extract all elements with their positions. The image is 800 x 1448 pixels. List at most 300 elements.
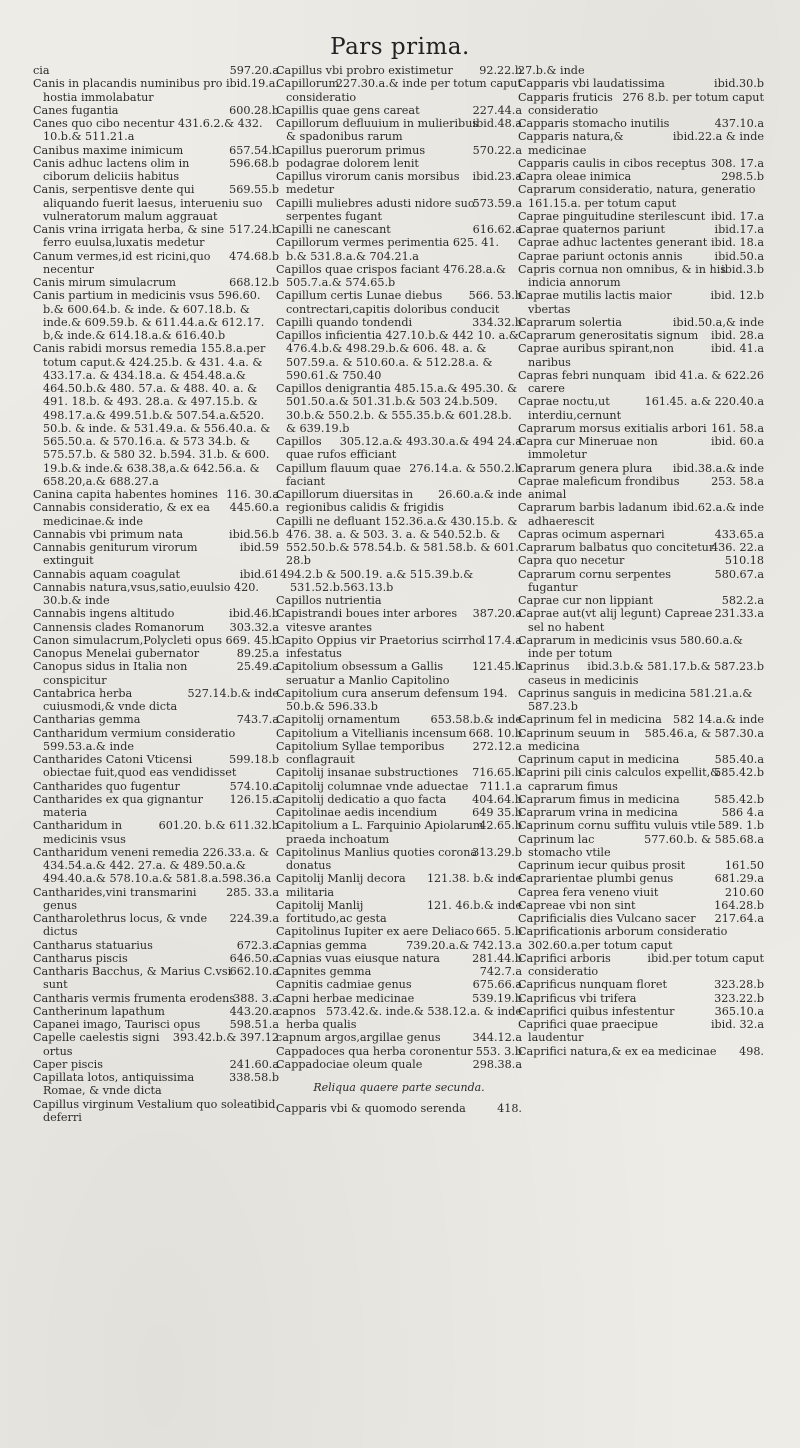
entry-term: Caprinum fel in medicina [518,713,662,727]
entry-term: Caprae mutilis lactis maior vbertas [518,289,672,316]
entry-term: Caprarum genera plura [518,461,653,475]
index-entry [276,846,522,873]
entry-reference: ibid.30.b [714,77,764,91]
entry-reference: ibid.3.b.& 581.17.b.& 587.23.b [587,660,764,674]
index-entry [518,806,764,819]
entry-term: Capnias vuas eiusque natura [276,951,440,965]
entry-term: Capparis vbi & quomodo serenda [276,1102,466,1116]
index-entry [276,236,522,263]
entry-term: Canibus maxime inimicum [33,143,184,157]
index-entry [33,713,279,726]
entry-reference: 668.12.b [229,276,279,289]
entry-term: Capparis stomacho inutilis [518,117,670,130]
index-entry [518,263,764,290]
entry-reference: 231.33.a [714,607,764,621]
entry-reference: 517.24.b [229,223,279,236]
entry-term: Capitolium a Vitellianis incensum [276,726,467,740]
entry-reference: ibid. 32.a [710,1018,764,1031]
index-entry [33,342,279,488]
index-entry [276,793,522,806]
index-entry [518,369,764,396]
index-entry [276,223,522,236]
index-entry [276,687,522,714]
index-entry [518,607,764,634]
entry-term: Cannabis aquam coagulat [33,567,180,581]
index-entry [518,568,764,595]
entry-reference: 217.64.a [714,912,764,925]
index-entry [518,1005,764,1018]
entry-term: Capitolinus Manlius quoties corona donatus [276,845,478,872]
index-entry [276,1102,522,1115]
index-entry [518,793,764,806]
entry-term: Caprae cur non lippiant [518,594,654,607]
entry-reference: ibid. 18.a [710,236,764,250]
entry-term: Cappadoces qua herba coronentur [276,1044,473,1058]
index-entry [518,183,764,210]
entry-term: Cannabis vbi primum nata [33,527,184,541]
entry-reference: 344.12.a [472,1031,522,1045]
index-entry [518,422,764,435]
entry-reference: ibid.38.a.& inde [672,461,764,475]
entry-term: Capni herbae medicinae [276,991,415,1005]
entry-term: Canes fugantia [33,103,119,117]
index-entry [33,819,279,846]
index-entry [33,1005,279,1018]
index-entry [276,978,522,991]
index-entry [33,780,279,793]
entry-reference: ibid. 28.a [710,329,764,342]
entry-term: Caprifici arboris consideratio [518,951,611,978]
entry-term: Cantharides Catoni Vticensi obiectae fuit,quod eas vendidisset [33,753,237,780]
index-entry [33,1031,279,1058]
index-entry [276,766,522,779]
entry-term: Caprarientae plumbi genus [518,872,674,886]
entry-term: Canon simulacrum,Polycleti opus 669. 45.b [33,633,279,647]
entry-reference: 599.18.b [229,753,279,766]
entry-term: capnum argos,argillae genus [276,1031,441,1045]
entry-term: Cantharis vermis frumenta erodens [33,991,236,1005]
entry-reference: 646.50.a [229,951,279,965]
entry-term: Caprificus nunquam floret [518,978,668,992]
entry-reference: 433.65.a [714,527,764,541]
index-entry [33,157,279,184]
entry-term: Capillus vbi probro existimetur [276,64,453,77]
entry-reference: 116. 30.a [226,488,279,501]
index-entry [518,289,764,316]
entry-reference: 510.18 [724,554,764,568]
index-entry [276,727,522,740]
entry-reference: 616.62.a [472,223,522,236]
index-entry [276,965,522,978]
index-entry [518,316,764,329]
entry-reference: 527.14.b.& inde [187,686,279,700]
index-entry [276,515,522,568]
entry-term: Cantharides quo fugentur [33,779,180,793]
index-entry [518,157,764,170]
entry-reference: 121. 46.b.& inde [426,898,522,912]
entry-term: Caprinum seuum in medicina [518,726,630,753]
entry-reference: 443.20.a [229,1004,279,1018]
entry-term: Caprificationis arborum consideratio 302.60.a.per totum caput [518,925,728,952]
index-entry [518,236,764,249]
entry-term: Cantharides ex qua gignantur materia [33,792,203,819]
entry-term: Capillos quae crispos faciant 476.28.a.& 505.7.a.& 574.65.b [276,262,506,289]
entry-reference: 418. [497,1102,522,1116]
index-entry [518,223,764,236]
entry-term: Capito Oppius vir Praetorius scirrho infestatus [276,633,483,660]
index-entry [518,528,764,541]
entry-reference: 308. 17.a [711,156,764,170]
index-entry [33,501,279,528]
entry-reference: 42.65.b [479,819,522,833]
index-entry [276,568,522,608]
entry-reference: 161.45. a.& 220.40.a [644,395,764,409]
entry-reference: 161. 58.a [711,421,764,435]
index-entry [518,210,764,223]
entry-reference: 164.28.b [714,898,764,912]
index-entry [276,780,522,793]
entry-term: Caprifici quae praecipue laudentur [518,1018,659,1045]
entry-term: Caprae auribus spirant,non naribus [518,342,674,369]
entry-term: Caprae adhuc lactentes generant [518,236,708,250]
entry-term: Capras ocimum aspernari [518,527,665,541]
entry-term: Capparis fruticis consideratio [518,90,613,117]
entry-reference: ibid. [253,1097,279,1111]
index-entry [276,263,522,290]
entry-reference: 582.2.a [721,594,764,607]
entry-reference: 298.5.b [721,170,764,183]
entry-term: Capparis caulis in cibos receptus [518,156,706,170]
entry-term: Capitolium a L. Farquinio Apiolarum praeda inchoatum [276,819,484,846]
entry-term: Caprae pariunt octonis annis [518,249,683,263]
index-column-3 [518,64,764,1058]
entry-term: Capistrandi boues inter arbores vitesve arantes [276,607,458,634]
entry-term: Cantharidum veneni remedia 226.33.a. & 434.54.a.& 442. 27.a. & 489.50.a.& 494.40.a.& 578.10.a.& 581.8.a.598.36.a [33,845,272,886]
entry-term: Capillos inficientia 427.10.b.& 442 10. a.& 476.4.b.& 498.29.b.& 606. 48. a. & 507.59.a. & 510.60.a. & 512.28.a. & 590.61.& 750.40 [276,329,519,382]
entry-reference: ibid.3.b [721,262,764,276]
index-entry [33,276,279,289]
index-entry [33,886,279,913]
entry-reference: ibid.17.a [714,223,764,236]
index-entry [33,144,279,157]
entry-term: Cantharus piscis [33,951,128,965]
index-entry [518,992,764,1005]
entry-term: Caprarum generositatis signum [518,329,699,342]
index-entry [33,289,279,342]
index-entry [276,660,522,687]
entry-reference: 570.22.a [472,143,522,157]
index-entry [518,554,764,567]
index-entry [276,713,522,726]
entry-term: cia [33,64,50,77]
index-entry [518,91,764,118]
entry-term: Caprae noctu,ut interdiu,cernunt [518,395,622,422]
entry-term: Cannabis consideratio, & ex ea medicinae.& inde [33,501,210,528]
index-entry [276,819,522,846]
entry-term: Caprinus sanguis in medicina 581.21.a.& 587.23.b [518,686,753,713]
entry-term: Caprificus vbi trifera [518,991,637,1005]
continuation-note: Reliqua quaere parte secunda. [313,1081,485,1094]
entry-reference: 117.4.a [479,633,522,647]
index-entry [518,170,764,183]
index-entry [518,899,764,912]
entry-term: Caprini pili cinis calculos expellit,& caprarum fimus [518,766,721,793]
index-entry [276,289,522,316]
entry-reference: ibid.59 [239,541,279,554]
entry-term: Caprarum balbatus quo concitetur [518,541,715,554]
entry-term: Caprifici natura,& ex ea medicinae [518,1044,717,1058]
entry-term: 27.b.& inde [518,64,585,77]
index-entry [33,952,279,965]
entry-reference: 303.32.a [229,620,279,634]
entry-reference: 743.7.a [236,713,279,727]
entry-term: Caprarum solertia [518,315,622,329]
index-entry [276,435,522,462]
entry-reference: 393.42.b.& 397.12 [172,1031,279,1045]
index-entry [33,912,279,939]
index-entry [518,250,764,263]
entry-term: Capras febri nunquam carere [518,368,646,395]
entry-term: Capillata lotos, antiquissima Romae, & vnde dicta [33,1071,195,1098]
entry-term: Canes quo cibo necentur 431.6.2.& 432. 10.b.& 511.21.a [33,117,263,144]
entry-reference: 539.19.b [472,991,522,1005]
entry-reference: 276.14.a. & 550.2.b [409,461,522,475]
index-entry [518,872,764,885]
index-entry [33,104,279,117]
index-entry [518,634,764,661]
entry-term: Canopus sidus in Italia non conspicitur [33,660,188,687]
entry-term: Caprarum consideratio, natura, generatio 161.15.a. per totum caput [518,183,756,210]
entry-term: Capnitis cadmiae genus [276,978,412,992]
index-entry [276,607,522,634]
entry-reference: 601.20. b.& 611.32.b [158,819,279,833]
entry-reference: ibid.46.b [229,607,279,621]
entry-reference: 285. 33.a [226,885,279,899]
entry-term: Caprarum fimus in medicina [518,792,680,806]
entry-term: Caper piscis [33,1057,103,1071]
index-entry [33,581,279,608]
index-entry [33,541,279,568]
index-entry [33,660,279,687]
entry-term: Canis mirum simulacrum [33,276,177,289]
index-column-1 [33,64,279,1124]
entry-reference: ibid 41.a. & 622.26 [654,368,764,382]
entry-reference: 338.58.b [229,1071,279,1084]
entry-reference: 586 4.a [721,806,764,819]
index-entry [33,223,279,250]
index-entry [518,833,764,860]
entry-reference: 253. 58.a [711,474,764,488]
entry-reference: 681.29.a [714,872,764,886]
index-entry [518,766,764,793]
index-entry [276,952,522,965]
entry-reference: 272.12.a [472,739,522,753]
entry-term: Capillus puerorum primus podagrae dolorem lenit [276,143,426,170]
entry-reference: ibid.22.a & inde [672,130,764,144]
index-entry [276,77,522,104]
entry-term: Caprae maleficum frondibus animal [518,474,680,501]
entry-term: Cantharidum vermium consideratio 599.53.a.& inde [33,726,236,753]
entry-term: Caprinum iecur quibus prosit [518,859,686,872]
entry-reference: 573.42.&. inde.& 538.12.a. & inde [326,1004,522,1018]
entry-reference: 388. 3.a [233,991,279,1005]
entry-reference: 92.22.b [479,64,522,77]
entry-reference: 580.67.a [714,567,764,581]
entry-reference: 598.51.a [229,1018,279,1031]
entry-reference: 675.66.a [472,978,522,992]
index-entry [33,1018,279,1031]
entry-term: Canum vermes,id est ricini,quo necentur [33,249,211,276]
index-entry [518,925,764,952]
entry-term: Capitolij Manlij fortitudo,ac gesta [276,898,387,925]
entry-reference: 305.12.a.& 493.30.a.& 494 24.a [339,435,522,448]
index-entry [33,77,279,104]
entry-term: Caprinum lac stomacho vtile [518,832,611,859]
entry-term: Capillorum vermes perimentia 625. 41. b.& 531.8.a.& 704.21.a [276,236,500,263]
entry-term: Caprae aut(vt alij legunt) Capreae sel no habent [518,607,713,634]
index-entry [518,1018,764,1045]
entry-term: Cantharidum in medicinis vsus [33,819,126,846]
index-entry [276,939,522,952]
entry-term: capnos herba qualis [276,1004,357,1031]
entry-reference: ibid.23.a [472,170,522,183]
index-entry [33,183,279,223]
entry-term: Canina capita habentes homines [33,488,218,501]
entry-reference: 227.30.a.& inde per totum caput [335,77,522,91]
entry-term: Capillis quae gens careat [276,103,420,117]
index-entry [33,621,279,634]
index-entry [518,819,764,832]
index-entry [33,1071,279,1098]
entry-term: Capillus virginum Vestalium quo soleat deferri [33,1097,255,1124]
index-entry [518,77,764,90]
entry-term: Canis adhuc lactens olim in ciborum deliciis habitus [33,156,190,183]
index-entry [33,607,279,620]
entry-term: Caprae quaternos pariunt [518,223,665,236]
entry-reference: 574.10.a [229,779,279,793]
entry-term: Cannabis natura,vsus,satio,euulsio 420. 30.b.& inde [33,580,259,607]
entry-reference: 365.10.a [714,1004,764,1018]
entry-term: Cannensis clades Romanorum [33,620,205,634]
entry-term: Capitolinus Iupiter ex aere Deliaco [276,925,475,939]
index-entry [518,130,764,157]
index-entry [276,872,522,899]
index-entry [33,753,279,780]
index-entry [276,740,522,767]
entry-term: Caprarum cornu serpentes fugantur [518,567,671,594]
index-entry [33,250,279,277]
index-entry [33,568,279,581]
index-entry [276,170,522,197]
entry-reference: ibid.19.a. [225,77,279,91]
entry-term: Caprifici quibus infestentur [518,1004,675,1018]
entry-reference: 665. 5.b [475,925,522,939]
index-entry [518,713,764,726]
entry-reference: 577.60.b. & 585.68.a [644,832,764,846]
entry-reference: 553. 3.b [475,1044,522,1058]
entry-term: Capitolij ornamentum [276,713,401,727]
entry-reference: 585.42.b [714,792,764,806]
entry-term: Cappadociae oleum quale [276,1057,423,1071]
index-entry [276,117,522,144]
entry-term: Cantharolethrus locus, & vnde dictus [33,912,208,939]
entry-term: Capitolij insanae substructiones [276,766,459,780]
entry-term: Caprificialis dies Vulcano sacer [518,912,696,925]
entry-reference: 437.10.a [714,117,764,130]
entry-term: Capillos denigrantia 485.15.a.& 495.30. & 501.50.a.& 501.31.b.& 503 24.b.509. 30.b.& 550.2.b. & 555.35.b.& 601.28.b. & 639.19.b [276,382,518,435]
entry-term: Capnias gemma [276,938,367,952]
entry-term: Capillus virorum canis morsibus medetur [276,170,460,197]
entry-reference: 161.50 [724,859,764,872]
entry-reference: 281.44.b [472,951,522,965]
entry-reference: 387.20.a [472,607,522,621]
entry-term: Cantharus statuarius [33,938,153,952]
index-entry [33,1098,279,1125]
entry-term: Capilli quando tondendi [276,315,413,329]
index-entry [518,501,764,528]
index-entry [276,382,522,435]
entry-reference: 436. 22.a [711,541,764,554]
entry-term: Capris cornua non omnibus, & in his indicia annorum [518,262,727,289]
entry-term: Capitolinae aedis incendium [276,806,438,819]
entry-term: Capra quo necetur [518,554,625,568]
index-entry [518,462,764,475]
entry-reference: 600.28.b [229,103,279,117]
index-entry [276,925,522,938]
entry-term: Caprinum caput in medicina [518,753,680,766]
index-entry [518,342,764,369]
entry-term: Capillos nutrientia [276,594,382,607]
entry-term: Caprinus caseus in medicinis [518,660,639,687]
entry-term: Canis in placandis numinibus pro hostia immolabatur [33,77,223,104]
index-entry [518,1045,764,1058]
entry-reference: 474.68.b [229,249,279,263]
entry-term: Capilli ne defluant 152.36.a.& 430.15.b. & 476. 38. a. & 503. 3. a. & 540.52.b. & 552.50.b.& 578.54.b. & 581.58.b. & 601. 28.b [276,514,519,568]
entry-term: Canis rabidi morsus remedia 155.8.a.per totum caput.& 424.25.b. & 431. 4.a. & 433.17.a. & 434.18.a. & 454.48.a.& 464.50.b.& 480. 57.a. & 488. 40. a. & 491. 18.b. & 493. 28.a. & 497.15.b. & 498.17.a.& 499.51.b.& 507.54.a.&520. 50.b. & inde. & 531.49.a. & 556.40.a. & 565.50.a. & 570.16.a. & 573 34.b. & 575.57.b. & 580 32. b.594. 31.b. & 600. 19.b.& inde.& 638.38,a.& 642.56.a. & 658.20,a.& 688.27.a [33,342,271,488]
entry-reference: 298.38.a [472,1057,522,1071]
entry-term: Capilli muliebres adusti nidore suo serpentes fugant [276,196,475,223]
entry-reference: 582 14.a.& inde [672,713,764,727]
index-entry [276,144,522,171]
index-entry [33,117,279,144]
page-heading: Pars prima. [330,34,470,60]
index-entry [276,634,522,661]
entry-term: Cantharias gemma [33,713,141,727]
index-entry [518,117,764,130]
entry-term: Caprarum vrina in medicina [518,806,678,819]
entry-term: Capitolium cura anserum defensum 194. 50.b.& 596.33.b [276,686,508,713]
entry-reference: 494.2.b & 500.19. a.& 515.39.b.& 531.52.b.563.13.b [280,567,474,594]
entry-reference: 126.15.a [229,792,279,806]
entry-term: Capitolium Syllae temporibus conflagrauit [276,739,445,766]
entry-term: Caprae pinguitudine sterilescunt [518,209,706,223]
entry-term: Capillorum diuersitas in regionibus calidis & frigidis [276,488,444,515]
index-entry [518,978,764,991]
entry-term: Capra cur Mineruae non immoletur [518,435,658,462]
entry-reference: ibid. 41.a [710,342,764,356]
index-entry [33,727,279,754]
index-entry [276,462,522,489]
entry-reference: 653.58.b.& inde [430,713,522,727]
entry-reference: ibid. 12.b [710,289,764,303]
entry-reference: 742.7.a [479,965,522,978]
entry-term: Capreae vbi non sint [518,898,636,912]
entry-reference: 662.10.a [229,965,279,978]
index-entry [33,687,279,714]
index-entry [276,64,522,77]
entry-term: Caprarum barbis ladanum adhaerescit [518,501,668,528]
entry-term: Capillum flauum quae faciant [276,461,401,488]
